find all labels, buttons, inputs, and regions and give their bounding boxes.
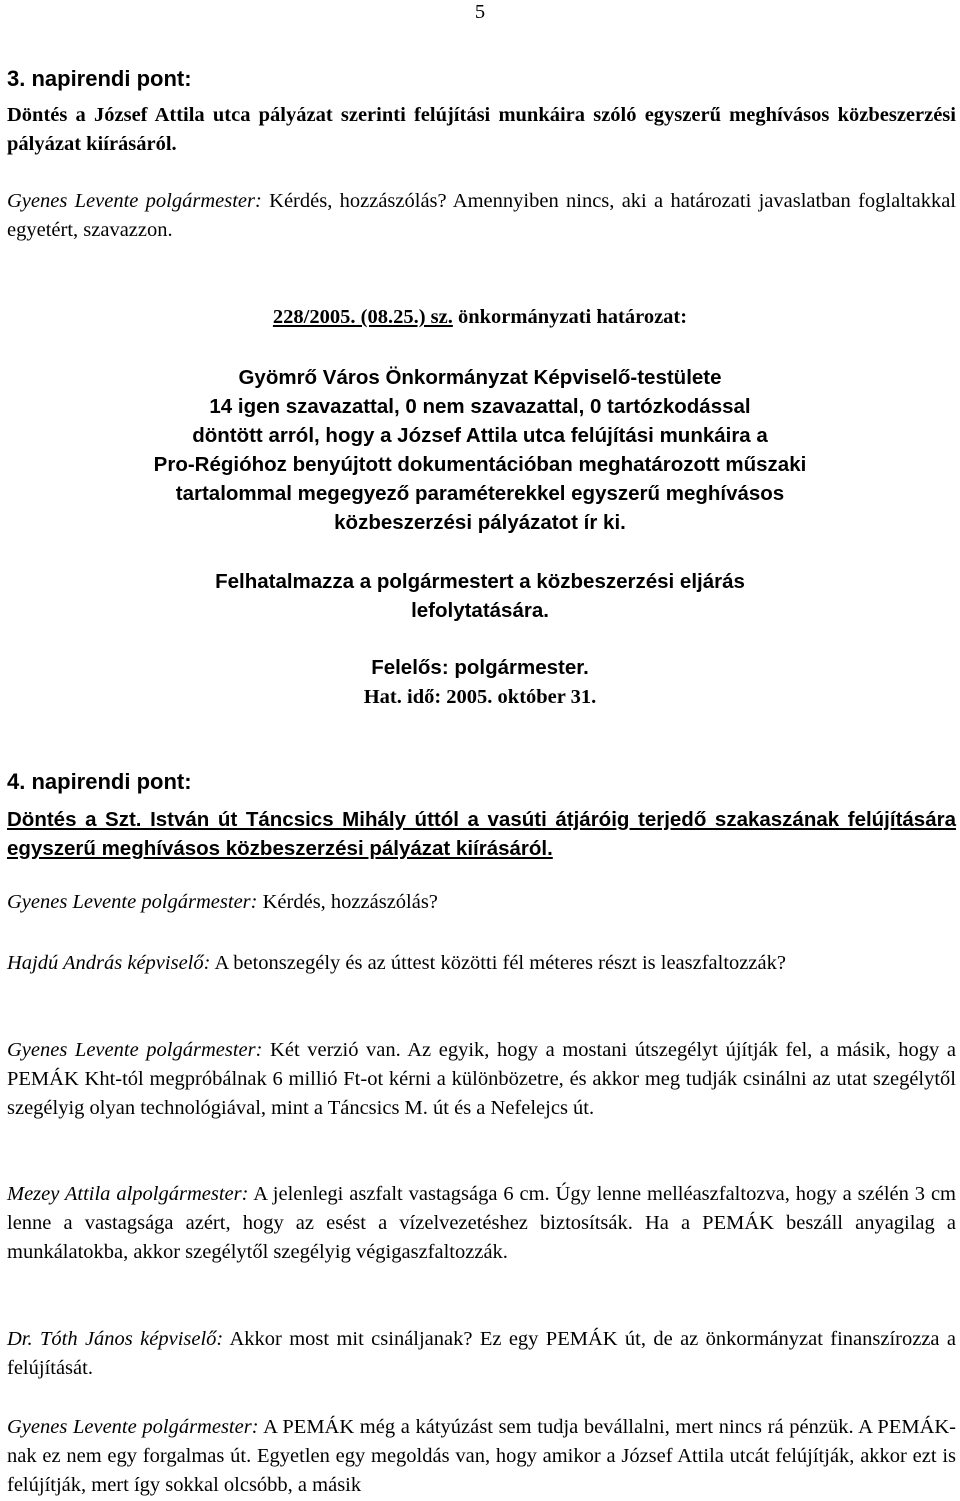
- speech-paragraph: [7, 888, 956, 917]
- speech-paragraph: [7, 1036, 956, 1123]
- resolution-line: tartalommal megegyező paraméterekkel egyszerű meghívásos: [175, 482, 785, 505]
- speech-paragraph: [7, 949, 956, 978]
- speech-text: Kérdés, hozzászólás? Amennyiben nincs, aki a határozati javaslatban foglaltakkal egyetért, szavazzon.: [7, 190, 956, 241]
- speaker-name: Gyenes Levente polgármester:: [7, 1416, 259, 1438]
- resolution-line: Pro-Régióhoz benyújtott dokumentációban meghatározott műszaki: [153, 453, 807, 476]
- mayor-speech-item3: [7, 187, 956, 245]
- speech-paragraph: [7, 1325, 956, 1383]
- speech-paragraph: [7, 1180, 956, 1267]
- speech-text: Kérdés, hozzászólás?: [257, 891, 438, 913]
- authorization-line: Felhatalmazza a polgármestert a közbeszerzési eljárás: [215, 570, 745, 593]
- speech-text: Akkor most mit csináljanak? Ez egy PEMÁK út, de az önkormányzat finanszírozza a felújítását.: [7, 1328, 956, 1379]
- agenda-item-4-heading: 4. napirendi pont:: [7, 769, 192, 794]
- speech-text: A PEMÁK még a kátyúzást sem tudja bevállalni, mert nincs rá pénzük. A PEMÁK-nak ez nem egy forgalmas út. Egyetlen egy megoldás van, hogy amikor a József Attila utcát felújítják, akkor ezt is felújítják, mert így sokkal olcsóbb, a másik: [7, 1416, 957, 1496]
- speech-text: A betonszegély és az úttest közötti fél méteres részt is leaszfaltozzák?: [210, 952, 786, 974]
- resolution-line: közbeszerzési pályázatot ír ki.: [334, 511, 626, 534]
- agenda-item-4-title: Döntés a Szt. István út Táncsics Mihály úttól a vasúti átjáróig terjedő szakaszának felújítására egyszerű meghívásos közbeszerzési pályázat kiírásáról.: [7, 808, 956, 860]
- speech-text: A jelenlegi aszfalt vastagsága 6 cm. Úgy lenne melléaszfaltozva, hogy a szélén 3 cm lenne a vastagsága azért, hogy az esést a vízelvezetéshez biztosítsák. Ha a PEMÁK beszáll anyagilag a munkálatokba, akkor szegélytől szegélyig végigaszfaltozzák.: [7, 1183, 956, 1263]
- resolution-line: döntött arról, hogy a József Attila utca felújítási munkáira a: [192, 424, 768, 447]
- speaker-name: Gyenes Levente polgármester:: [7, 1039, 263, 1061]
- page-number: 5: [474, 1, 486, 23]
- speaker-name: Mezey Attila alpolgármester:: [7, 1183, 249, 1205]
- resolution-label: önkormányzati határozat:: [452, 306, 688, 328]
- authorization-line: lefolytatására.: [411, 599, 549, 622]
- agenda-item-3-heading: 3. napirendi pont:: [7, 66, 192, 91]
- speech-text: Két verzió van. Az egyik, hogy a mostani útszegélyt újítják fel, a másik, hogy a PEMÁK Kht-tól megpróbálnak 6 millió Ft-ot kérni a különbözetre, és akkor meg tudják csinálni az utat szegélytől szegélyig olyan technológiával, mint a Táncsics M. út és a Nefelejcs út.: [7, 1039, 956, 1119]
- resolution-line: 14 igen szavazattal, 0 nem szavazattal, 0 tartózkodással: [209, 395, 751, 418]
- speaker-name: Dr. Tóth János képviselő:: [7, 1328, 224, 1350]
- responsible-line: Felelős: polgármester.: [371, 656, 589, 679]
- resolution-line: Gyömrő Város Önkormányzat Képviselő-testülete: [238, 366, 722, 389]
- speaker-name: Gyenes Levente polgármester:: [7, 190, 262, 212]
- resolution-number: 228/2005. (08.25.) sz.: [272, 306, 453, 328]
- speech-paragraph: [7, 1413, 956, 1500]
- resolution-heading: [0, 303, 960, 332]
- deadline-line: Hat. idő: 2005. október 31.: [363, 686, 597, 708]
- speaker-name: Gyenes Levente polgármester:: [7, 891, 258, 913]
- agenda-item-3-title: Döntés a József Attila utca pályázat szerinti felújítási munkáira szóló egyszerű meghívásos közbeszerzési pályázat kiírásáról.: [7, 104, 956, 155]
- speaker-name: Hajdú András képviselő:: [7, 952, 211, 974]
